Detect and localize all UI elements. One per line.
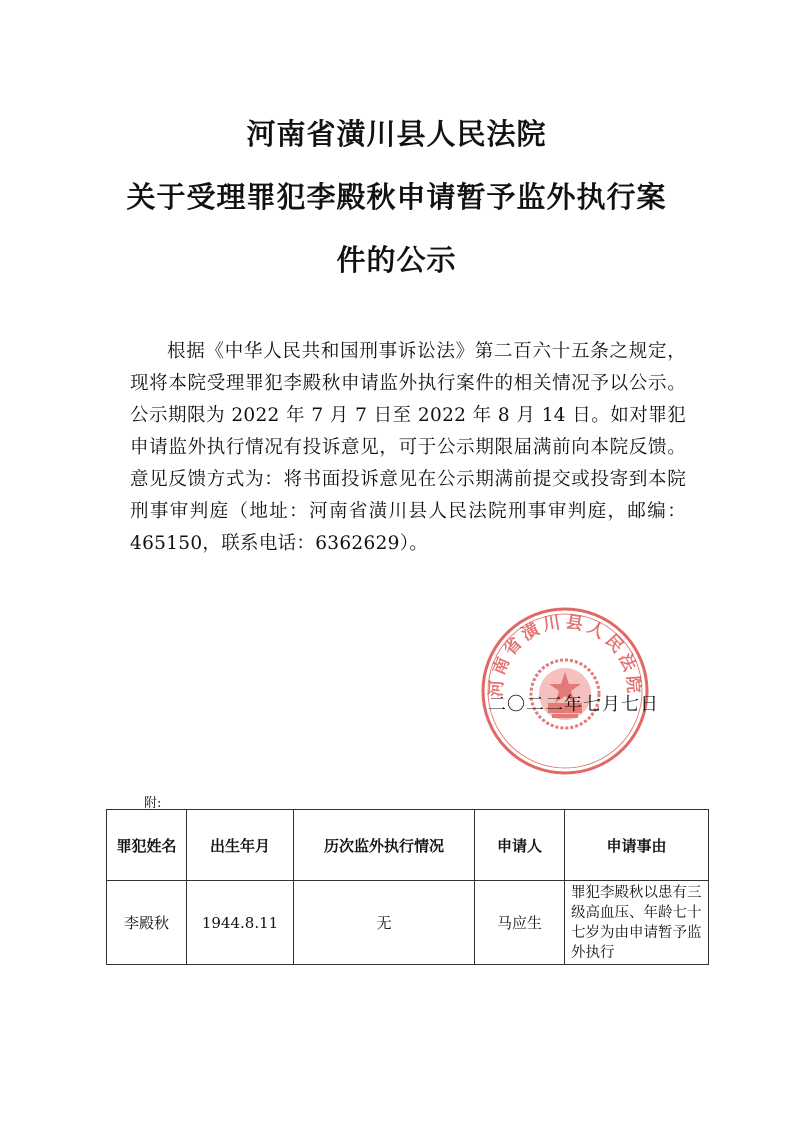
table-header-row: [107, 810, 709, 881]
issue-date: 二〇二二年七月七日: [488, 694, 659, 715]
header-applicant: 申请人: [475, 810, 565, 881]
title-line-2: 关于受理罪犯李殿秋申请暂予监外执行案: [126, 180, 667, 214]
title-line-3: 件的公示: [336, 243, 457, 277]
header-birth-date: 出生年月: [187, 810, 294, 881]
notice-paragraph: 根据《中华人民共和国刑事诉讼法》第二百六十五条之规定，现将本院受理罪犯李殿秋申请监外执行案件的相关情况予以公示。公示期限为 2022 年 7 月 7 日至 2022 年 8 月 14 日。如对罪犯申请监外执行情况有投诉意见，可于公示期限届满前向本院反馈。意见反馈方式为：将书面投诉意见在公示期满前提交或投寄到本院刑事审判庭（地址：河南省潢川县人民法院刑事审判庭，邮编：465150，联系电话：6362629）。: [130, 341, 686, 554]
attachment-label: 附:: [144, 796, 162, 811]
cell-applicant: 马应生: [475, 881, 565, 965]
header-reason: 申请事由: [565, 810, 709, 881]
cell-reason: 罪犯李殿秋以患有三级高血压、年龄七十七岁为由申请暂予监外执行: [565, 881, 709, 965]
offender-info-table: [106, 809, 709, 965]
title-line-1: 河南省潢川县人民法院: [246, 117, 547, 151]
notice-body: [130, 336, 686, 560]
header-history: 历次监外执行情况: [294, 810, 475, 881]
table-row: [107, 881, 709, 965]
cell-birth-date: 1944.8.11: [187, 881, 294, 965]
cell-history: 无: [294, 881, 475, 965]
cell-offender-name: 李殿秋: [107, 881, 187, 965]
seal-text: 河南省潢川县人民法院: [486, 612, 644, 698]
header-offender-name: 罪犯姓名: [107, 810, 187, 881]
